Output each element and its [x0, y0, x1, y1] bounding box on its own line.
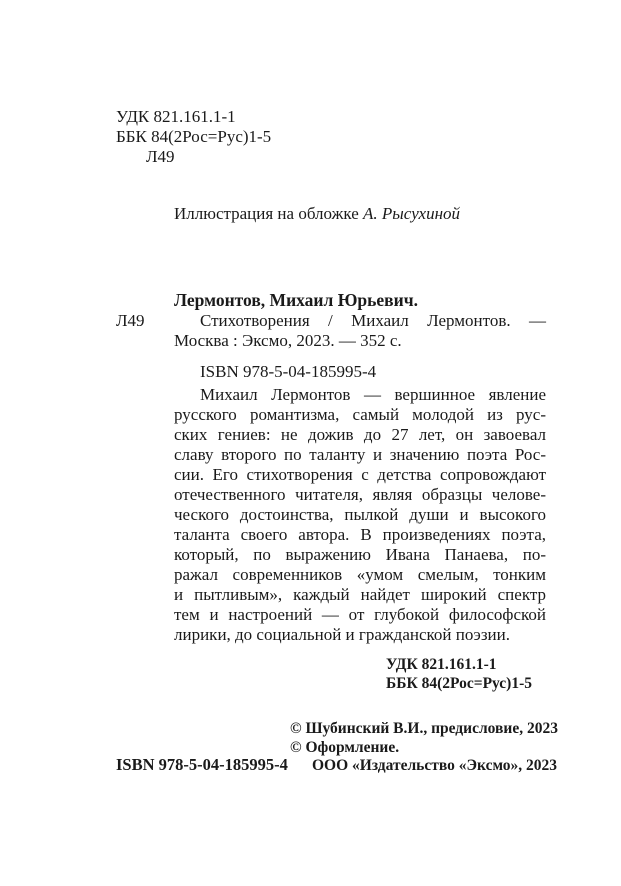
annotation-line: славу второго по таланту и значению поэта Рос- [174, 445, 546, 464]
annotation-line: который, по выражению Ивана Панаева, по- [174, 545, 546, 564]
author-mark-record: Л49 [116, 311, 145, 330]
annotation-line: сии. Его стихотворения с детства сопровождают [174, 465, 546, 484]
annotation-line: таланта своего автора. В произведениях поэта, [174, 525, 546, 544]
author-heading: Лермонтов, Михаил Юрьевич. [174, 290, 418, 310]
bbk-code-top: ББК 84(2Рос=Рус)1-5 [116, 127, 272, 146]
annotation-text [174, 385, 546, 645]
annotation-line: лирики, до социальной и гражданской поэзии. [174, 625, 511, 644]
title-line: Стихотворения / Михаил Лермонтов. — [200, 311, 546, 330]
isbn-bottom: ISBN 978-5-04-185995-4 [116, 755, 288, 774]
annotation-line: тем и настроений — от глубокой философской [174, 605, 546, 624]
annotation-line: ских гениев: не дожив до 27 лет, он завоевал [174, 425, 546, 444]
author-mark-top: Л49 [146, 147, 175, 166]
annotation-line: русского романтизма, самый молодой из рус- [174, 405, 546, 424]
udk-code-bottom: УДК 821.161.1-1 [386, 656, 497, 673]
annotation-line: ческого достоинства, пылкой души и высокого [174, 505, 546, 524]
isbn-record: ISBN 978-5-04-185995-4 [200, 362, 377, 381]
annotation-line: и пытливым», каждый найдет широкий спектр [174, 585, 546, 604]
annotation-line: отечественного читателя, являя образцы челове- [174, 485, 546, 504]
imprint-line: Москва : Эксмо, 2023. — 352 с. [174, 331, 402, 350]
illustration-credit [174, 204, 460, 224]
annotation-line: Михаил Лермонтов — вершинное явление [200, 385, 546, 404]
illustration-label: Иллюстрация на обложке [174, 204, 359, 223]
copyright-publisher: ООО «Издательство «Эксмо», 2023 [312, 757, 558, 774]
bbk-code-bottom: ББК 84(2Рос=Рус)1-5 [386, 675, 533, 692]
copyright-design: © Оформление. [290, 739, 400, 756]
annotation-line: ражал современников «умом смелым, тонким [174, 565, 546, 584]
copyright-preface: © Шубинский В.И., предисловие, 2023 [290, 720, 558, 737]
udk-code-top: УДК 821.161.1-1 [116, 107, 236, 126]
illustration-artist: А. Рысухиной [363, 204, 461, 223]
